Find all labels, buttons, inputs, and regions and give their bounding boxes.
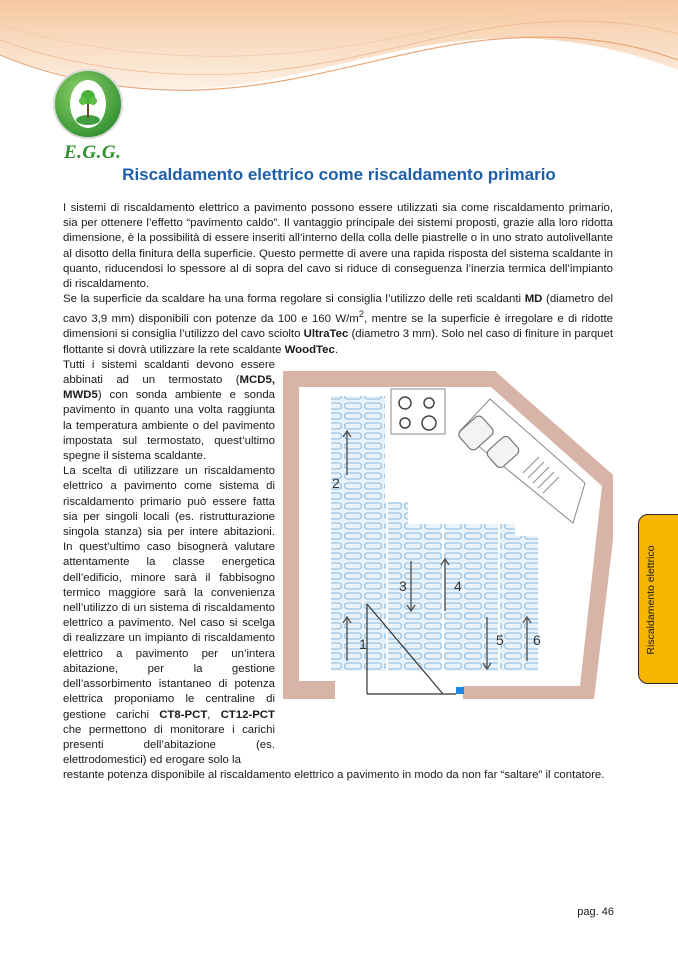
product-ct12-pct: CT12-PCT [220,708,275,721]
product-ct8-pct: CT8-PCT [159,708,208,721]
zone-label-5: 5 [496,631,504,648]
product-ultratec: UltraTec [303,328,349,341]
zone-label-4: 4 [454,577,462,594]
zone-label-1: 1 [359,635,367,652]
side-tab-label: Riscaldamento elettrico [645,545,657,655]
zone-label-6: 6 [533,631,541,648]
paragraph-4-continued: restante potenza disponibile al riscaldamento elettrico a pavimento in modo da non far “saltare” il contatore. [63,769,605,782]
paragraph-4: La scelta di utilizzare un riscaldamento elettrico a pavimento come sistema di riscaldamento primario può essere fatta sia per singoli locali (es. ristrutturazione singola stanza) sia per intere abitazioni. In quest’ultimo caso bisognerà valutare attentamente la classe energetica dell’edificio, minore sarà il fabbisogno termico maggiore sarà la convenienza nell’utilizzo di un sistema di riscaldamento elettrico a pavimento. Nel caso si scelga di realizzare un impianto di riscaldamento elettrico a pavimento per un’intera abitazione, per la gestione dell’assorbimento istantaneo di potenza elettrica proponiamo le centraline di gestione carichi CT8-PCT, CT12-PCT che permettono di monitorare i carichi presenti dell’abitazione (es. elettrodomestici) ed erogare solo la [63,465,275,767]
page-number: pag. 46 [577,906,614,918]
brand-name: E.G.G. [64,142,122,163]
zone-label-3: 3 [399,577,407,594]
paragraph-3: Tutti i sistemi scaldanti devono essere abbinati ad un termostato (MCD5, MWD5) con sonda ambiente e sonda pavimento in quanto una volta raggiunta la temperatura ambiente o del pavimento impostata sul termostato, quest’ultimo spegne il sistema scaldante. [63,358,275,463]
stove-icon [391,389,445,434]
section-side-tab [638,514,678,684]
product-woodtec: WoodTec [284,343,335,356]
paragraph-2: Se la superficie da scaldare ha una forma regolare si consiglia l’utilizzo delle reti scaldanti MD (diametro del cavo 3,9 mm) disponibili con potenze da 100 e 160 $W/m^2$, mentre se la superficie è irregolare e di ridotte dimensioni si consiglia l’utilizzo del cavo sciolto UltraTec (diametro 3 mm). Solo nel caso di finiture in parquet flottante si dovrà utilizzare la rete scaldante WoodTec. [63,293,614,356]
product-md: MD [524,293,543,306]
page-title: Riscaldamento elettrico come riscaldamento primario [122,165,556,184]
zone-label-2: 2 [332,474,340,491]
floor-plan-figure [283,361,613,713]
paragraph-1: I sistemi di riscaldamento elettrico a pavimento possono essere utilizzati sia come riscaldamento primario, sia per ottenere l’effetto “pavimento caldo”. Il vantaggio principale dei sistemi proposti, grazie alla loro ridotta dimensione, è la possibilità di essere inseriti all’interno della colla delle piastrelle o in uno strato autolivellante al disotto della finitura della superficie. Questo permette di avere una rapida risposta del sistema scaldante in quanto, riducendosi lo spessore al di sopra del cavo si riduce di conseguenza l’inerzia termica dell’impianto di riscaldamento. [63,202,613,291]
product-thermostats: MCD5, MWD5 [63,374,275,402]
sink-icon [457,399,585,523]
body-text [63,201,613,784]
egg-logo-icon [52,68,124,140]
